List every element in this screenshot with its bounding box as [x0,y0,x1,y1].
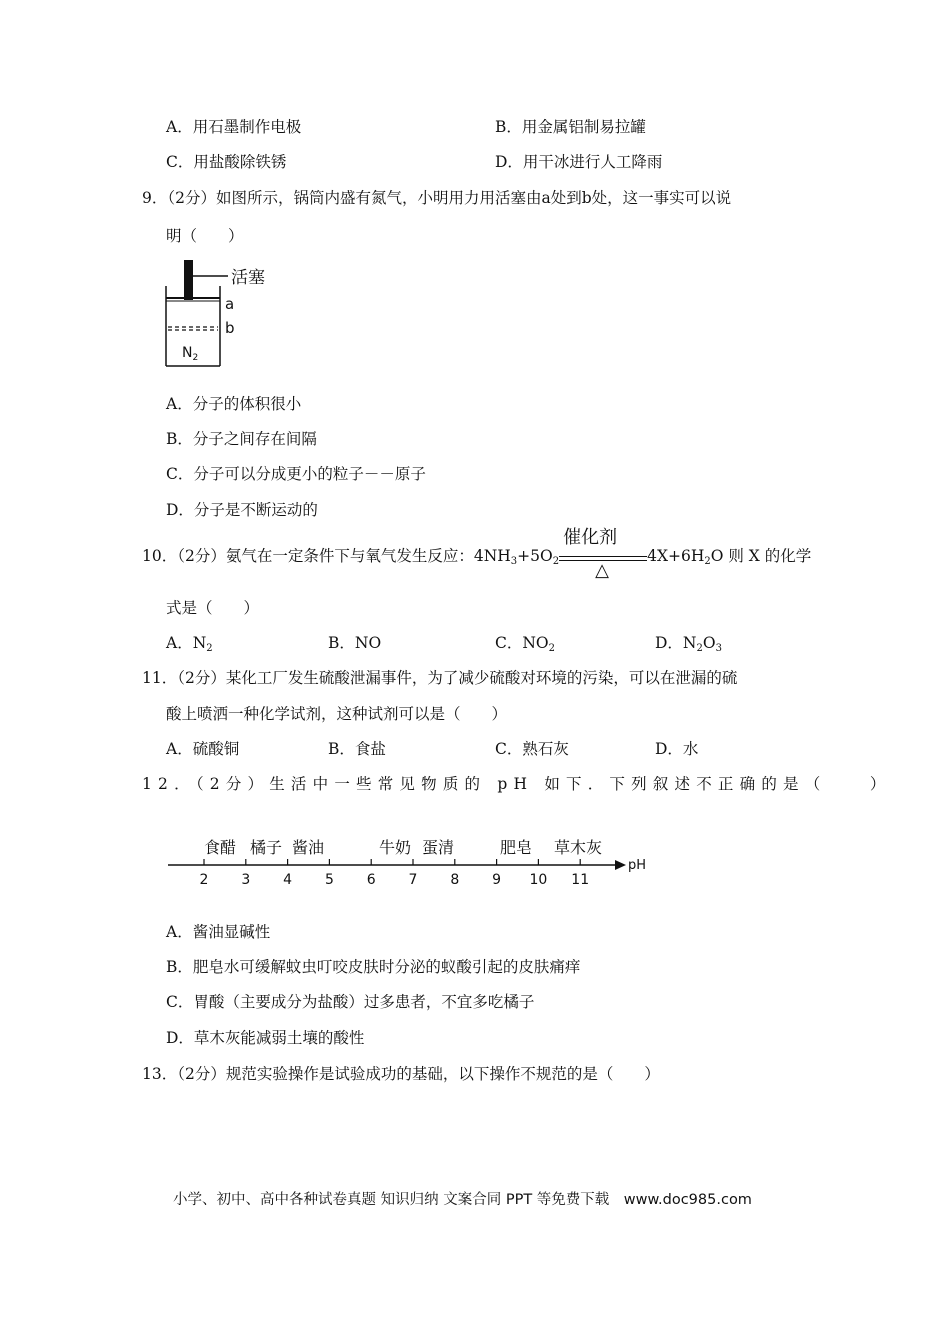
page-footer: 小学、初中、高中各种试卷真题 知识归纳 文案合同 PPT 等免费下载 www.doc985.com [173,1192,752,1208]
ph-tick-label: 5 [324,872,334,888]
piston-rod [184,260,193,300]
q8-option-a: A．用石墨制作电极 [166,118,302,136]
q12-option-b: B．肥皂水可缓解蚊虫叮咬皮肤时分泌的蚁酸引起的皮肤痛痒 [166,958,581,976]
ph-substance-label: 草木灰 [553,838,603,857]
q11-stem-line1: 11．（2分）某化工厂发生硫酸泄漏事件，为了减少硫酸对环境的污染，可以在泄漏的硫 [142,669,738,687]
q12-option-a: A．酱油显碱性 [166,923,271,941]
q9-option-c: C．分子可以分成更小的粒子－－原子 [166,465,426,483]
q9-option-b: B．分子之间存在间隔 [166,430,317,448]
ph-substance-label: 食醋 [203,838,237,857]
q9-option-d: D．分子是不断运动的 [166,501,318,519]
ph-substance-label: 肥皂 [499,838,533,857]
ph-tick-label: 7 [408,872,418,888]
piston-cylinder-figure [160,256,280,371]
catalyst-label: 催化剂 [563,527,618,548]
mark-b: b [225,319,235,337]
gas-label: $N_2$ [182,345,199,363]
ph-tick-label: 10 [529,872,548,888]
q10-stem-line2: 式是（ ） [166,599,260,617]
mark-a: a [225,295,235,313]
ph-substance-label: 橘子 [249,838,283,857]
ph-tick-label: 9 [492,872,502,888]
q8-option-c: C．用盐酸除铁锈 [166,153,287,171]
q8-option-d: D．用干冰进行人工降雨 [495,153,663,171]
q10-option-d: D．$N_2O_3$ [655,634,722,654]
ph-tick-label: 4 [283,872,293,888]
ph-substance-label: 牛奶 [378,838,412,857]
q12-option-d: D．草木灰能减弱土壤的酸性 [166,1029,365,1047]
ph-tick-label: 6 [366,872,376,888]
q11-option-c: C．熟石灰 [495,740,569,758]
q10-option-c: C．$NO_2$ [495,634,556,654]
ph-substance-label: 蛋清 [421,838,455,857]
reaction-arrow [559,527,647,581]
ph-substance-label: 酱油 [291,838,325,857]
q11-stem-line2: 酸上喷洒一种化学试剂，这种试剂可以是（ ） [166,705,508,723]
q11-option-b: B．食盐 [328,740,386,758]
heat-symbol: △ [595,560,609,581]
q10-stem-line1: 10．（2分）氨气在一定条件下与氧气发生反应：$4NH_3+5O_2$ 催化剂 △ $4X+6H_2O$ 则 X 的化学 [142,527,812,581]
q12-option-c: C．胃酸（主要成分为盐酸）过多患者，不宜多吃橘子 [166,993,535,1011]
q10-option-a: A．$N_2$ [166,634,213,654]
q13-stem: 13．（2分）规范实验操作是试验成功的基础，以下操作不规范的是（ ） [142,1065,660,1083]
q9-stem-line1: 9．（2分）如图所示，锅筒内盛有氮气，小明用力用活塞由a处到b处，这一事实可以说 [142,189,732,207]
ph-axis-arrow [615,860,626,870]
q12-stem: 12．（2分）生活中一些常见物质的 pH 如下．下列叙述不正确的是（ ） [142,775,892,793]
ph-tick-label: 11 [571,872,590,888]
ph-tick-label: 3 [241,872,251,888]
ph-tick-label: 8 [450,872,460,888]
q9-option-a: A．分子的体积很小 [166,395,302,413]
piston-label: 活塞 [231,268,265,288]
ph-tick-label: 2 [199,872,209,888]
q11-option-d: D．水 [655,740,699,758]
ph-scale-figure [160,832,660,892]
q9-stem-line2: 明（ ） [166,227,244,245]
q8-option-b: B．用金属铝制易拉罐 [495,118,646,136]
ph-unit-label: pH [628,858,647,873]
q10-option-b: B．NO [328,634,382,652]
q11-option-a: A．硫酸铜 [166,740,240,758]
